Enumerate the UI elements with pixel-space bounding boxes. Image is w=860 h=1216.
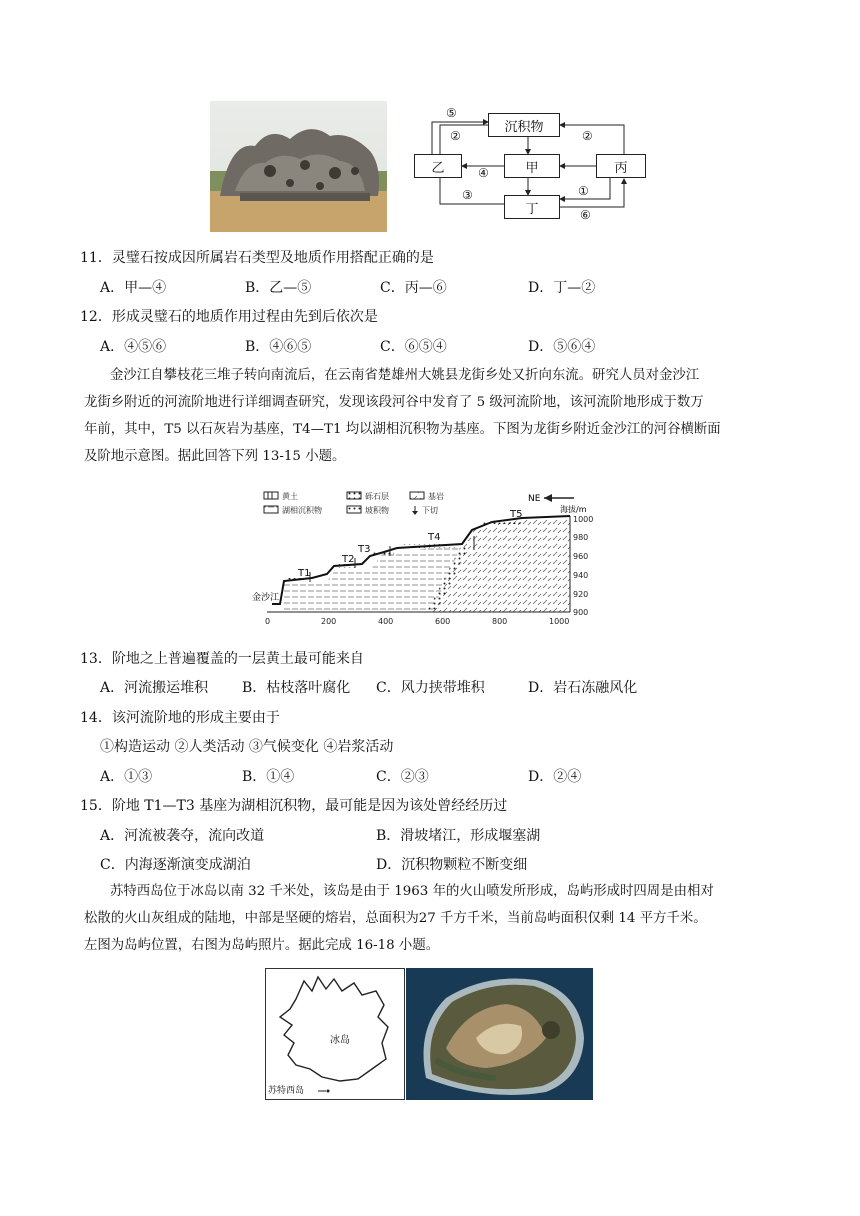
rock-cycle-diagram (410, 104, 655, 220)
svg-text:920: 920 (573, 590, 589, 599)
svg-text:960: 960 (573, 552, 589, 561)
svg-text:200: 200 (321, 617, 337, 626)
svg-text:900: 900 (573, 608, 589, 617)
label-4: ④ (478, 166, 489, 180)
svg-text:下切: 下切 (422, 506, 438, 515)
svg-text:T5: T5 (510, 509, 523, 520)
svg-text:T2: T2 (342, 554, 355, 565)
q14-option-d[interactable]: D．②④ (528, 769, 582, 785)
svg-text:1000: 1000 (573, 515, 594, 524)
svg-text:海拔/m: 海拔/m (560, 505, 587, 514)
svg-text:金沙江: 金沙江 (252, 593, 280, 603)
q13-option-a[interactable]: A．河流搬运堆积 (100, 680, 209, 696)
svg-text:T1: T1 (298, 568, 311, 579)
q12-stem: 12．形成灵璧石的地质作用过程由先到后依次是 (80, 309, 378, 325)
q13-option-d[interactable]: D．岩石冻融风化 (528, 680, 638, 696)
q13-option-c[interactable]: C．风力挟带堆积 (376, 680, 485, 696)
svg-text:砾石层: 砾石层 (365, 492, 389, 501)
svg-text:黄土: 黄土 (282, 492, 298, 501)
label-3: ③ (462, 188, 473, 202)
svg-text:湖相沉积物: 湖相沉积物 (282, 506, 322, 515)
q12-option-b[interactable]: B．④⑥⑤ (245, 339, 312, 355)
q14-option-c[interactable]: C．②③ (376, 769, 429, 785)
lingbi-rock-photo (210, 101, 387, 232)
svg-text:600: 600 (435, 617, 451, 626)
q15-stem: 15．阶地 T1—T3 基座为湖相沉积物，最可能是因为该处曾经经历过 (80, 798, 508, 814)
q15-option-b[interactable]: B．滑坡堵江，形成堰塞湖 (376, 828, 541, 844)
q13-option-b[interactable]: B．枯枝落叶腐化 (242, 680, 351, 696)
svg-text:T3: T3 (358, 544, 371, 555)
q11-option-b[interactable]: B．乙—⑤ (245, 280, 312, 296)
q14-stem: 14．该河流阶地的形成主要由于 (80, 710, 280, 726)
iceland-location-map (265, 968, 405, 1100)
q14-option-a[interactable]: A．①③ (100, 769, 153, 785)
q12-option-a[interactable]: A．④⑤⑥ (100, 339, 167, 355)
label-2-right: ② (582, 129, 593, 143)
svg-text:苏特西岛: 苏特西岛 (268, 1086, 305, 1096)
terrace-cross-section (252, 486, 612, 628)
passage-jinsha-river: 金沙江自攀枝花三堆子转向南流后，在云南省楚雄州大姚县龙街乡处又折向东流。研究人员对金沙江 龙街乡附近的河流阶地进行详细调查研究，发现该段河谷中发育了 5 级河流阶地，该河流阶地形成于数万 年前，其中，T5 以石灰岩为基座，T4—T1 均以湖相沉积物为基座。下图为龙街乡附近金沙江的河谷横断面 及阶地示意图。据此回答下列 13-15 小题。 (84, 368, 721, 464)
q13-stem: 13．阶地之上普遍覆盖的一层黄土最可能来自 (80, 651, 364, 667)
box-yi: 乙 (414, 154, 462, 178)
q12-option-c[interactable]: C．⑥⑤④ (380, 339, 447, 355)
q12-option-d[interactable]: D．⑤⑥④ (528, 339, 596, 355)
q15-option-a[interactable]: A．河流被袭夺，流向改道 (100, 828, 265, 844)
svg-text:400: 400 (378, 617, 394, 626)
sediment-box: 沉积物 (488, 113, 560, 137)
box-ding: 丁 (504, 195, 560, 219)
svg-text:基岩: 基岩 (428, 492, 444, 501)
label-2-left: ② (450, 129, 461, 143)
box-bing: 丙 (596, 154, 646, 178)
surtsey-island-photo (406, 968, 593, 1100)
label-6: ⑥ (580, 208, 591, 222)
q11-option-c[interactable]: C．丙—⑥ (380, 280, 447, 296)
label-5: ⑤ (446, 106, 457, 120)
svg-text:1000: 1000 (549, 617, 570, 626)
q14-option-b[interactable]: B．①④ (242, 769, 295, 785)
svg-text:940: 940 (573, 571, 589, 580)
q11-option-a[interactable]: A．甲—④ (100, 280, 167, 296)
q15-option-d[interactable]: D．沉积物颗粒不断变细 (376, 857, 528, 873)
svg-text:坡积物: 坡积物 (365, 506, 389, 515)
svg-text:冰岛: 冰岛 (330, 1035, 350, 1046)
label-1: ① (578, 184, 589, 198)
svg-text:0: 0 (265, 617, 271, 626)
svg-text:NE: NE (528, 494, 541, 504)
q14-items: ①构造运动 ②人类活动 ③气候变化 ④岩浆活动 (100, 739, 394, 755)
svg-text:T4: T4 (428, 532, 441, 543)
passage-surtsey: 苏特西岛位于冰岛以南 32 千米处，该岛是由于 1963 年的火山喷发所形成，岛屿形成时四周是由相对 松散的火山灰组成的陆地，中部是坚硬的熔岩，总面积为27 千方千米，当前岛屿面积仅剩 14 平方千米。 左图为岛屿位置，右图为岛屿照片。据此完成 16-18 小题。 (84, 884, 714, 953)
svg-text:980: 980 (573, 533, 589, 542)
q11-stem: 11．灵璧石按成因所属岩石类型及地质作用搭配正确的是 (80, 250, 434, 266)
box-jia: 甲 (504, 154, 560, 178)
q11-option-d[interactable]: D．丁—② (528, 280, 596, 296)
svg-text:800: 800 (492, 617, 508, 626)
q15-option-c[interactable]: C．内海逐渐演变成湖泊 (100, 857, 251, 873)
legend (264, 491, 444, 515)
